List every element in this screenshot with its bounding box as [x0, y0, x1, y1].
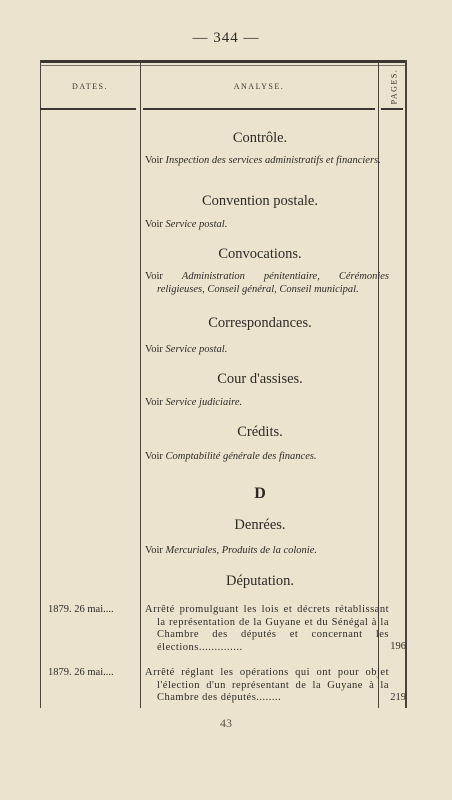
column-header-pages: PAGES. [389, 68, 399, 105]
header-rule-pages [381, 108, 403, 110]
table-right-border [405, 60, 407, 708]
table-top-rule [40, 60, 406, 63]
footer-signature-mark: 43 [220, 716, 232, 730]
entry-heading: Contrôle. [232, 130, 288, 146]
entry-lead: Voir [145, 219, 163, 230]
entry-reference [145, 451, 389, 464]
entry-reference [145, 219, 389, 232]
column-header-dates: DATES. [72, 82, 108, 91]
entry-date: 1879. 26 mai.... [48, 604, 114, 615]
entry-text: Arrêté promulguant les lois et décrets rétablissant la représentation de la Guyane et du Sénégal à la Chambre des députés et concernant les élections.............. [145, 604, 389, 653]
section-letter: D [254, 485, 266, 502]
entry-lead: Voir [145, 271, 163, 282]
entry-heading: Convocations. [218, 246, 302, 262]
entry-ref: Service postal. [165, 344, 228, 355]
entry-page: 219 [390, 692, 406, 703]
entry-reference [145, 344, 389, 357]
entry-ref: Administration pénitentiaire, Cérémonies religieuses, Conseil général, Conseil municipal. [157, 271, 389, 295]
entry-ref: Service judiciaire. [165, 397, 243, 408]
table-top-rule-thin [40, 65, 406, 66]
table-left-border [40, 60, 41, 708]
entry-lead: Voir [145, 344, 163, 355]
entry-ref: Service postal. [165, 219, 228, 230]
header-rule-dates [40, 108, 136, 110]
column-header-analyse: ANALYSE. [233, 82, 285, 91]
entry-lead: Voir [145, 545, 163, 556]
entry-reference [145, 155, 389, 168]
entry-ref: Inspection des services administratifs et financiers. [165, 155, 381, 166]
entry-heading: Convention postale. [202, 193, 318, 209]
entry-lead: Voir [145, 155, 163, 166]
entry-heading: Correspondances. [208, 315, 312, 331]
entry-heading: Députation. [225, 573, 295, 589]
entry-heading: Crédits. [237, 424, 283, 440]
entry-reference [145, 271, 389, 296]
entry-page: 196 [390, 641, 406, 652]
entry-lead: Voir [145, 397, 163, 408]
entry-lead: Voir [145, 451, 163, 462]
page-number: — 344 — [192, 30, 260, 46]
entry-ref: Mercuriales, Produits de la colonie. [165, 545, 317, 556]
entry-ref: Comptabilité générale des finances. [165, 451, 317, 462]
entry-reference [145, 397, 389, 410]
entry-heading: Denrées. [234, 517, 286, 533]
header-rule-analyse [143, 108, 375, 110]
entry-reference [145, 545, 389, 558]
entry-heading: Cour d'assises. [217, 371, 303, 387]
entry-date: 1879. 26 mai.... [48, 667, 114, 678]
entry-text: Arrêté réglant les opérations qui ont pour objet l'élection d'un représentant de la Guyane à la Chambre des députés........ [145, 667, 389, 703]
